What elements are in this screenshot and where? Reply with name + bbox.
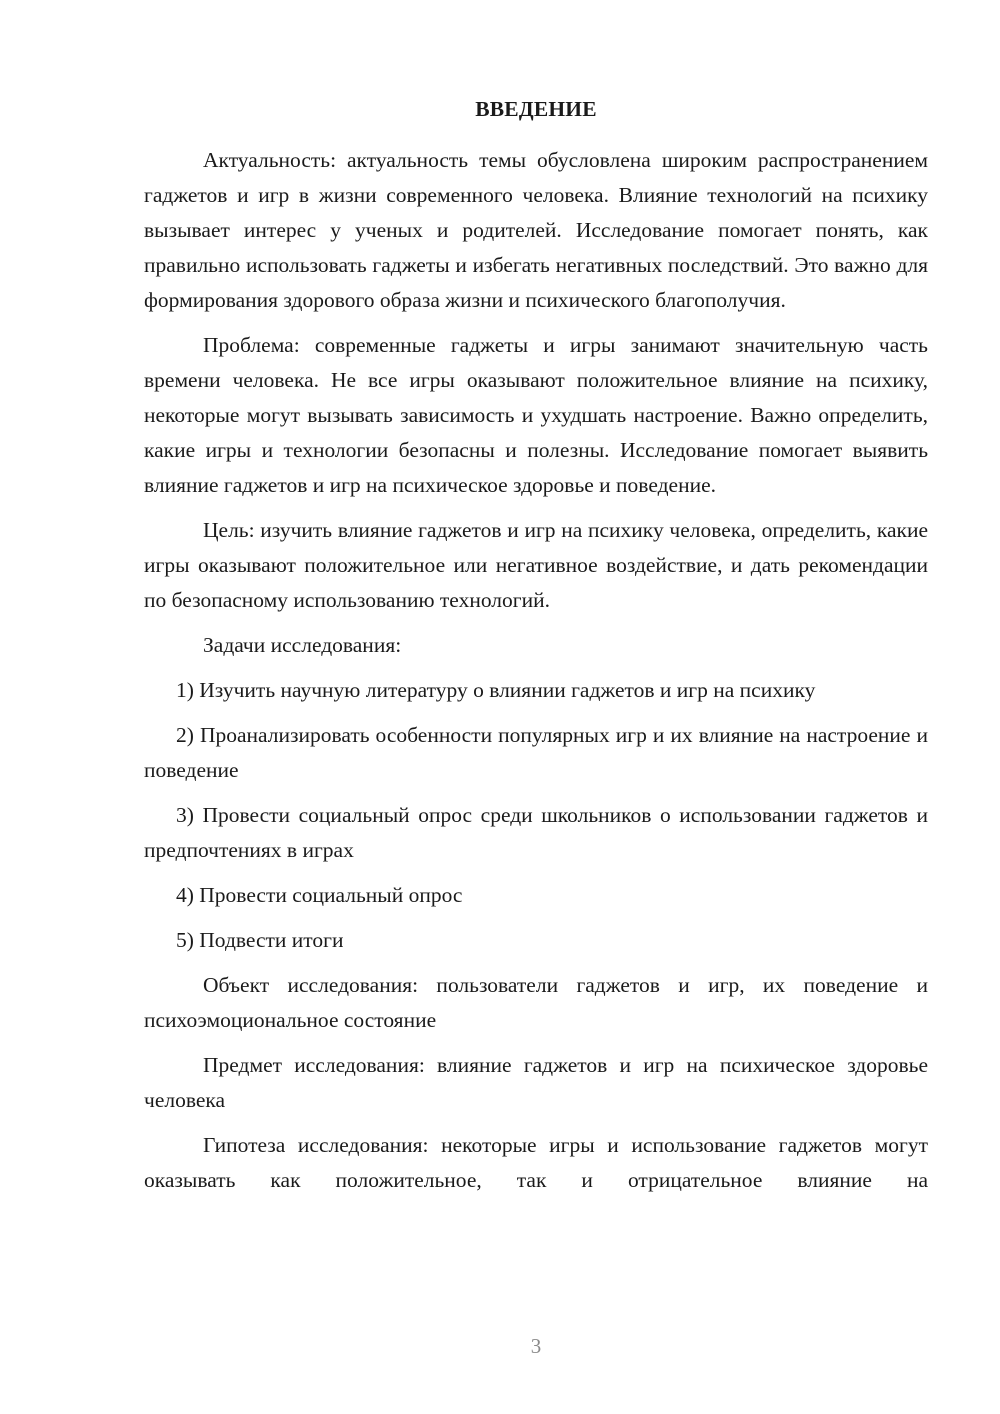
task-item-5: 5) Подвести итоги xyxy=(176,928,344,952)
page-number: 3 xyxy=(530,1334,542,1358)
task-item-2: 2) Проанализировать особенности популярных игр и их влияние на настроение и поведение xyxy=(144,723,928,782)
problem-paragraph: Проблема: современные гаджеты и игры занимают значительную часть времени человека. Не все игры оказывают положительное влияние на психику, некоторые могут вызывать зависимость и ухудшать настроение. Важно определить, какие игры и технологии безопасны и полезны. Исследование помогает выявить влияние гаджетов и игр на психическое здоровье и поведение. xyxy=(144,333,928,497)
subject-paragraph: Предмет исследования: влияние гаджетов и игр на психическое здоровье человека xyxy=(144,1053,928,1112)
task-item-4: 4) Провести социальный опрос xyxy=(176,883,463,907)
page-content xyxy=(144,92,928,1208)
object-paragraph: Объект исследования: пользователи гаджетов и игр, их поведение и психоэмоциональное состояние xyxy=(144,973,928,1032)
task-item-1: 1) Изучить научную литературу о влиянии гаджетов и игр на психику xyxy=(176,678,816,702)
task-item-3: 3) Провести социальный опрос среди школьников о использовании гаджетов и предпочтениях в играх xyxy=(144,803,928,862)
tasks-heading: Задачи исследования: xyxy=(203,633,402,657)
page-title: ВВЕДЕНИЕ xyxy=(475,97,597,121)
hypothesis-paragraph: Гипотеза исследования: некоторые игры и использование гаджетов могут оказывать как положительное, так и отрицательное влияние на xyxy=(144,1133,928,1192)
relevance-paragraph: Актуальность: актуальность темы обусловлена широким распространением гаджетов и игр в жизни современного человека. Влияние технологий на психику вызывает интерес у ученых и родителей. Исследование помогает понять, как правильно использовать гаджеты и избегать негативных последствий. Это важно для формирования здорового образа жизни и психического благополучия. xyxy=(144,148,928,312)
goal-paragraph: Цель: изучить влияние гаджетов и игр на психику человека, определить, какие игры оказывают положительное или негативное воздействие, и дать рекомендации по безопасному использованию технологий. xyxy=(144,518,928,612)
